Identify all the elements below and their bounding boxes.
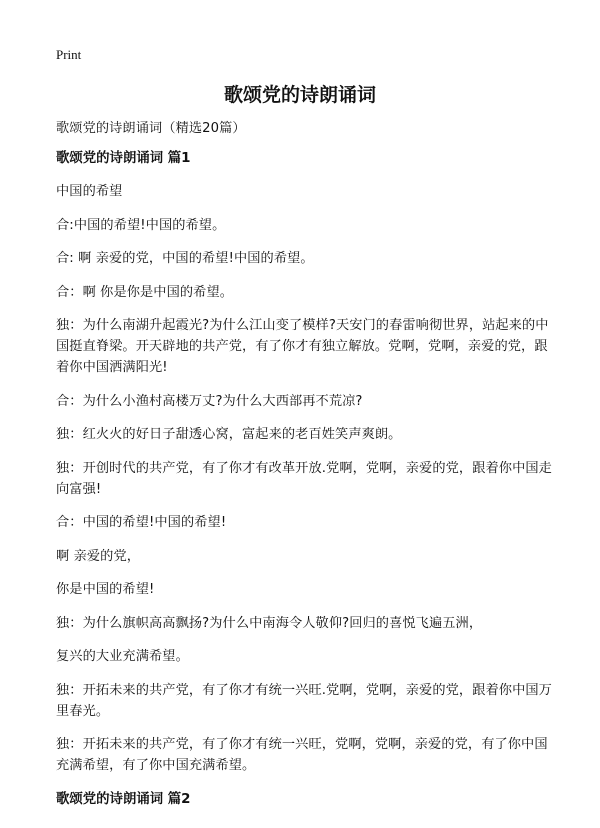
poem-line: 合: 啊 亲爱的党，中国的希望!中国的希望。 — [56, 251, 314, 266]
section-heading-1: 歌颂党的诗朗诵词 篇1 — [56, 151, 191, 166]
poem-line: 独：红火火的好日子甜透心窝，富起来的老百姓笑声爽朗。 — [56, 427, 402, 442]
poem-line: 合：中国的希望!中国的希望! — [56, 515, 227, 530]
poem-line: 复兴的大业充满希望。 — [56, 649, 189, 664]
poem-line: 合：为什么小渔村高楼万丈?为什么大西部再不荒凉? — [56, 393, 363, 409]
print-link[interactable]: Print — [56, 47, 82, 62]
document-body — [56, 118, 556, 822]
poem-line: 合:中国的希望!中国的希望。 — [56, 217, 226, 233]
poem-line: 独：开拓未来的共产党，有了你才有统一兴旺.党啊，党啊，亲爱的党，跟着你中国万里春光。 — [56, 682, 552, 719]
poem-line: 独：为什么南湖升起霞光?为什么江山变了模样?天安门的春雷响彻世界，站起来的中国挺直脊梁。开天辟地的共产党，有了你才有独立解放。党啊，党啊，亲爱的党，跟着你中国洒满阳光! — [56, 318, 549, 375]
poem-line: 合：啊 你是你是中国的希望。 — [56, 284, 234, 300]
poem-line: 独：开创时代的共产党，有了你才有改革开放.党啊，党啊，亲爱的党，跟着你中国走向富强! — [56, 460, 552, 497]
poem-line: 独：为什么旗帜高高飘扬?为什么中南海令人敬仰?回归的喜悦飞遍五洲， — [56, 615, 483, 631]
poem-line: 啊 亲爱的党， — [56, 548, 141, 564]
document-subtitle: 歌颂党的诗朗诵词（精选20篇） — [56, 121, 246, 136]
poem-line: 中国的希望 — [56, 184, 123, 199]
poem-line: 独：开拓未来的共产党，有了你才有统一兴旺，党啊，党啊，亲爱的党，有了你中国充满希望，有了你中国充满希望。 — [56, 737, 548, 773]
poem-line: 你是中国的希望! — [56, 582, 155, 597]
section-heading-2: 歌颂党的诗朗诵词 篇2 — [56, 791, 191, 807]
page-title: 歌颂党的诗朗诵词 — [223, 84, 376, 106]
